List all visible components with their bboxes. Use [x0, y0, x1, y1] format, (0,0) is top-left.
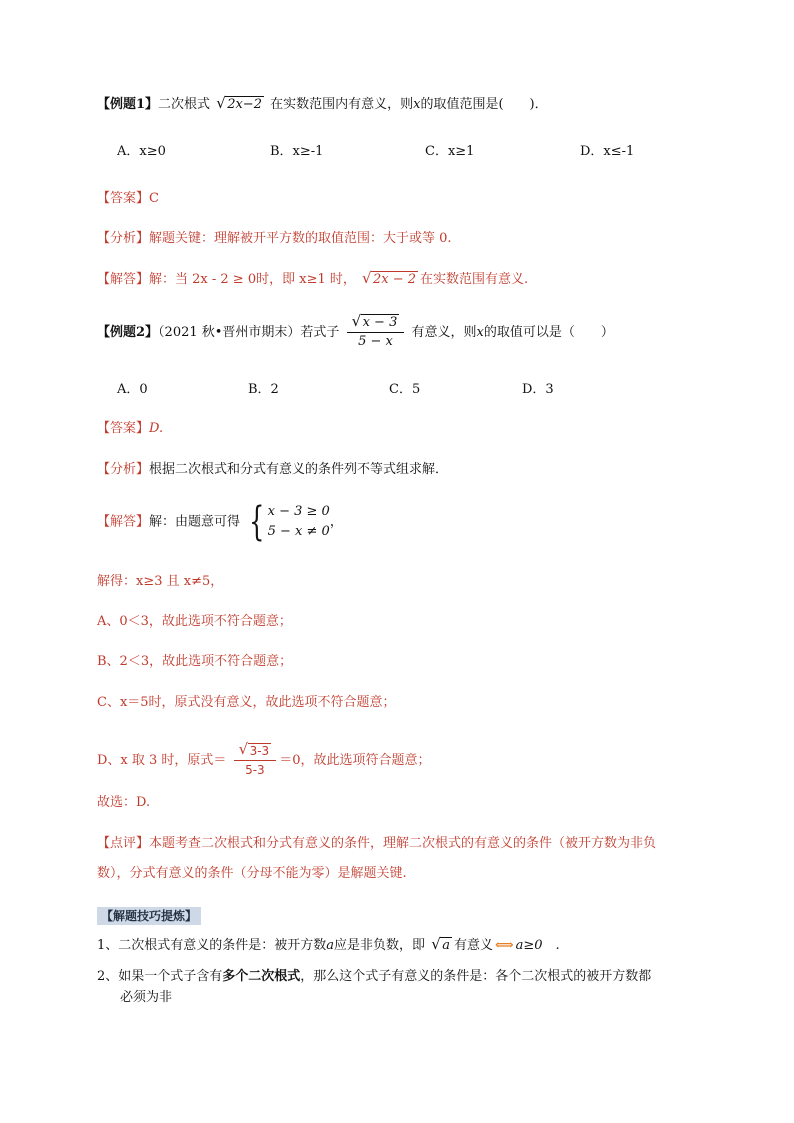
- example1-text-2: 在实数范围内有意义，则: [270, 97, 414, 112]
- answer-value: C: [149, 191, 159, 206]
- comment-line-2: 数），分式有意义的条件（分母不能为零）是解题关键.: [97, 866, 407, 881]
- example1-option-d: D．x≤-1: [580, 144, 635, 159]
- example2-fraction: √ x − 3 5 − x: [347, 314, 405, 351]
- conclusion: 故选：D.: [97, 795, 151, 810]
- example1-text-3: 的取值范围是( )．: [420, 97, 548, 112]
- example2-option-a: A．0: [117, 382, 148, 397]
- tip-2: 2、如果一个式子含有多个二次根式，那么这个式子有意义的条件是：各个二次根式的被开方数都: [97, 969, 652, 984]
- example2-option-b: B．2: [248, 382, 279, 397]
- example2-analysis: 【分析】根据二次根式和分式有意义的条件列不等式组求解．: [97, 462, 449, 477]
- check-option-d: D、x 取 3 时，原式＝ √ 3-3 5-3 ＝0，故此选项符合题意；: [97, 740, 431, 777]
- tips-heading: 【解题技巧提炼】: [97, 907, 201, 925]
- check-option-b: B、2＜3，故此选项不符合题意；: [97, 654, 293, 669]
- example2-option-c: C．5: [389, 382, 421, 397]
- example1-sqrt: √ 2x−2: [216, 94, 262, 112]
- answer-label: 【答案】: [97, 191, 150, 206]
- solved-range: 解得：x≥3 且 x≠5，: [97, 574, 224, 589]
- check-option-c: C、x＝5时，原式没有意义，故此选项不符合题意；: [97, 695, 396, 710]
- example2-label: 【例题2】: [97, 325, 159, 340]
- example2-answer: 【答案】D.: [97, 421, 164, 436]
- example2-question: 【例题2】（2021 秋•晋州市期末）若式子 √ x − 3 5 − x 有意义，则x的取值可以是（ ）: [97, 312, 614, 349]
- inequality-system: { x − 3 ≥ 0 5 − x ≠ 0: [249, 499, 330, 545]
- example2-option-d: D．3: [522, 382, 554, 397]
- example1-question: 【例题1】二次根式 √ 2x−2 在实数范围内有意义，则x的取值范围是( )．: [97, 95, 548, 115]
- option-d-fraction: √ 3-3 5-3: [234, 742, 277, 779]
- example1-label: 【例题1】: [97, 97, 159, 112]
- example1-analysis: 【分析】解题关键：理解被开平方数的取值范围：大于或等 0.: [97, 231, 452, 246]
- solution-sqrt: √ 2x − 2: [362, 269, 417, 287]
- check-option-a: A、0＜3，故此选项不符合题意；: [97, 614, 292, 629]
- example1-option-a: A．x≥0: [117, 144, 166, 159]
- tip-2-continued: 必须为非: [120, 990, 173, 1005]
- example1-text-1: 二次根式: [158, 97, 211, 112]
- example1-option-b: B．x≥-1: [270, 144, 324, 159]
- double-arrow-icon: ⟺: [494, 938, 514, 953]
- comment-line-1: 【点评】本题考查二次根式和分式有意义的条件，理解二次根式的有意义的条件（被开方数为非负: [97, 836, 657, 851]
- example1-option-c: C．x≥1: [425, 144, 475, 159]
- tip-1: 1、二次根式有意义的条件是：被开方数a应是非负数，即 √ a 有意义 ⟺ a≥0 .: [97, 935, 560, 953]
- example1-solution: 【解答】解：当 2x - 2 ≥ 0时，即 x≥1 时， √ 2x − 2 在实数范围有意义.: [97, 270, 528, 290]
- example1-answer: [97, 189, 159, 209]
- example2-solution: 【解答】解：由题意可得 { x − 3 ≥ 0 5 − x ≠ 0 ，: [97, 499, 343, 545]
